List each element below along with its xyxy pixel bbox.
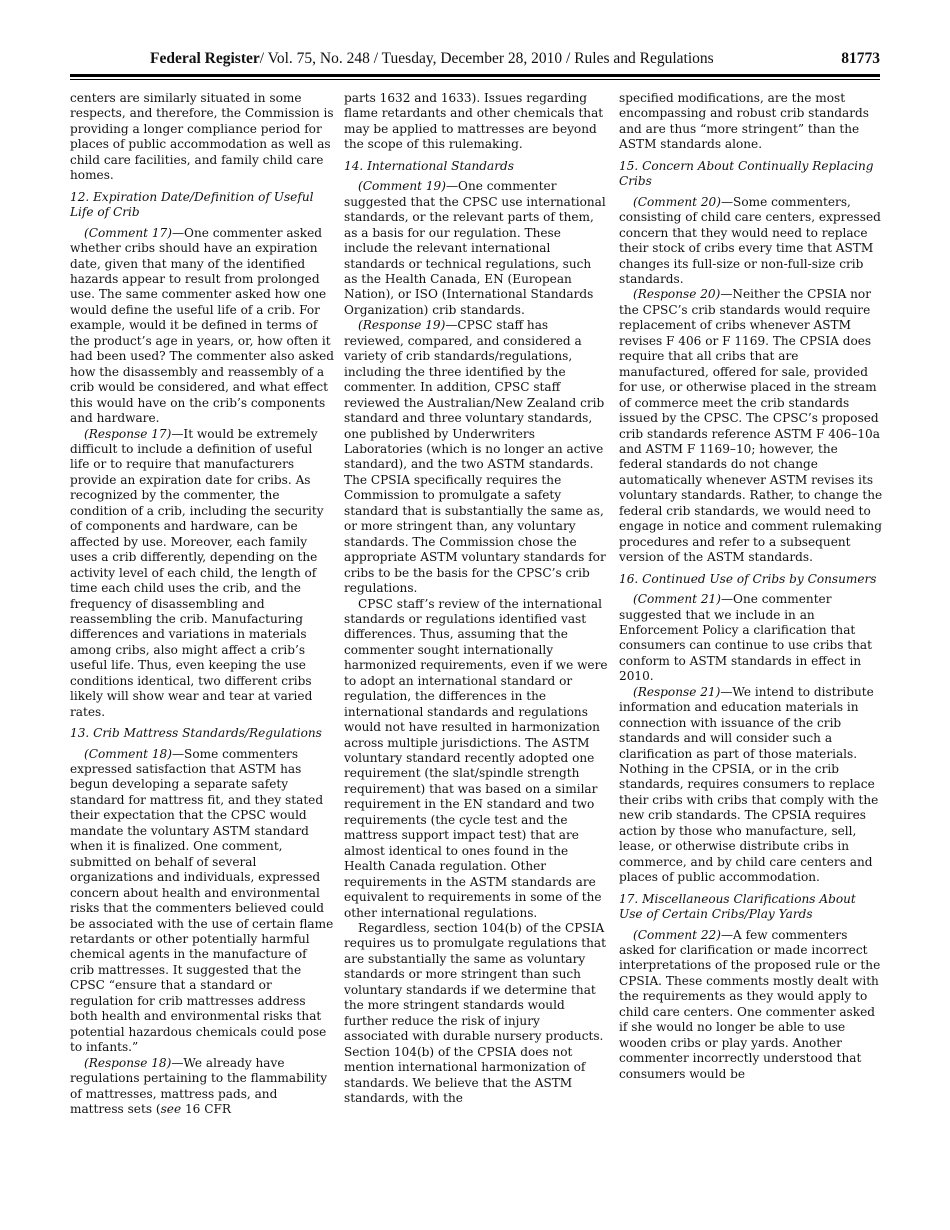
paragraph-continued: centers are similarly situated in some respects, and therefore, the Commission is providing a longer compliance period for places of public accommodation as well as child care facilities, and family child care homes. — [70, 91, 334, 183]
comment-20-text: —Some commenters, consisting of child care centers, expressed concern that they would need to replace their stock of cribs every time that ASTM changes its full-size or non-full-size crib standards. — [619, 194, 881, 286]
column-3 — [619, 91, 883, 1082]
response-19-tag: (Response 19) — [358, 318, 446, 333]
response-19 — [344, 318, 608, 596]
column-2 — [344, 91, 608, 1106]
comment-17-tag: (Comment 17) — [84, 225, 172, 240]
response-17 — [70, 427, 334, 721]
comment-19-tag: (Comment 19) — [358, 179, 446, 194]
comment-20 — [619, 195, 883, 288]
comment-22-text: —A few commenters asked for clarification or made incorrect interpretations of the proposed rule or the CPSIA. These comments mostly dealt with the requirements as they would apply to child care centers. One commenter asked if she would no longer be able to use wooden cribs or play yards. Another commenter incorrectly understood that consumers would be — [619, 927, 881, 1081]
response-21-tag: (Response 21) — [633, 684, 721, 699]
paragraph-staff-review: CPSC staff’s review of the international standards or regulations identified vast differences. Thus, assuming that the commenter sought internationally harmonized requirements, even if we were to adopt an international standard or regulation, the differences in the international standards and regulations would not have resulted in harmonization across multiple jurisdictions. The ASTM voluntary standard recently adopted one requirement (the slat/spindle strength requirement) that was based on a similar requirement in the EN standard and two requirements (the cycle test and the mattress support impact test) that are almost identical to ones found in the Health Canada regulation. Other requirements in the ASTM standards are equivalent to requirements in some of the other international regulations. — [344, 596, 608, 920]
response-20 — [619, 287, 883, 565]
comment-18-text: —Some commenters expressed satisfaction that ASTM has begun developing a separate safety standard for mattress fit, and they stated their expectation that the CPSC would mandate the voluntary ASTM standard when it is finalized. One comment, submitted on behalf of several organizations and individuals, expressed concern about health and environmental risks that the commenters believed could be associated with the use of certain flame retardants or other potentially harmful chemical agents in the manufacture of crib mattresses. It suggested that the CPSC “ensure that a standard or regulation for crib mattresses address both health and environmental risks that potential hazardous chemicals could pose to infants.” — [70, 746, 334, 1055]
response-21-text: —We intend to distribute information and education materials in connection with issuance of the crib standards and will consider such a clarification as part of those materials. Nothing in the CPSIA, or in the crib standards, requires consumers to replace their cribs with cribs that comply with the new crib standards. The CPSIA requires action by those who manufacture, sell, lease, or otherwise distribute cribs in commerce, and by child care centers and places of public accommodation. — [619, 684, 879, 885]
comment-21-text: —One commenter suggested that we include in an Enforcement Policy a clarification that consumers can continue to use cribs that conform to ASTM standards in effect in 2010. — [619, 592, 872, 684]
response-19-text: —CPSC staff has reviewed, compared, and considered a variety of crib standards/regulations, including the three identified by the commenter. In addition, CPSC staff reviewed the Australian/New Zealand crib standard and three voluntary standards, one published by Underwriters Laboratories (which is no longer an active standard), and the two ASTM standards. The CPSIA specifically requires the Commission to promulgate a safety standard that is substantially the same as, or more stringent than, any voluntary standards. The Commission chose the appropriate ASTM voluntary standards for cribs to be the basis for the CPSC’s crib regulations. — [344, 318, 606, 596]
comment-17-text: —One commenter asked whether cribs should have an expiration date, given that many of the identified hazards appear to result from prolonged use. The same commenter asked how one would define the useful life of a crib. For example, would it be defined in terms of the product’s age in years, or, how often it had been used? The commenter also asked how the disassembly and reassembly of a crib would be considered, and what effect this would have on the crib’s components and hardware. — [70, 225, 334, 426]
comment-18 — [70, 747, 334, 1056]
response-18-end: 16 CFR — [181, 1102, 231, 1116]
issue-citation: / Vol. 75, No. 248 / Tuesday, December 28, 2010 / Rules and Regulations — [259, 50, 714, 67]
see-reference: see — [160, 1102, 182, 1116]
comment-19-text: —One commenter suggested that the CPSC use international standards, or the relevant parts of them, as a basis for our regulation. These include the relevant international standards or technical regulations, such as the Health Canada, EN (European Nation), or ISO (International Standards Organization) crib standards. — [344, 179, 606, 317]
section-heading-17: 17. Miscellaneous Clarifications About Use of Certain Cribs/Play Yards — [619, 891, 856, 922]
page-header — [70, 50, 880, 72]
column-1 — [70, 91, 334, 1117]
paragraph-continued: parts 1632 and 1633). Issues regarding flame retardants and other chemicals that may be applied to mattresses are beyond the scope of this rulemaking. — [344, 91, 604, 152]
response-21 — [619, 685, 883, 886]
response-20-tag: (Response 20) — [633, 287, 721, 302]
page-number: 81773 — [841, 50, 880, 67]
comment-21 — [619, 592, 883, 685]
comment-22-tag: (Comment 22) — [633, 927, 721, 942]
response-17-text: —It would be extremely difficult to include a definition of useful life or to require that manufacturers provide an expiration date for cribs. As recognized by the commenter, the condition of a crib, including the security of components and hardware, can be affected by use. Moreover, each family uses a crib differently, depending on the activity level of each child, the length of time each child uses the crib, and the frequency of disassembling and reassembling the crib. Manufacturing differences and variations in materials among cribs, also might affect a crib’s useful life. Thus, even keeping the use conditions identical, two different cribs likely will show wear and tear at varied rates. — [70, 426, 324, 719]
comment-17 — [70, 226, 334, 427]
comment-19 — [344, 179, 608, 318]
comment-18-tag: (Comment 18) — [84, 746, 172, 761]
section-heading-12: 12. Expiration Date/Definition of Useful Life of Crib — [70, 189, 314, 220]
journal-title: Federal Register — [150, 50, 260, 67]
paragraph-continued: specified modifications, are the most encompassing and robust crib standards and are thus “more stringent” than the ASTM standards alone. — [619, 91, 869, 152]
header-citation-line — [150, 50, 714, 68]
response-18 — [70, 1056, 334, 1118]
comment-22 — [619, 928, 883, 1083]
header-rule-thick — [70, 74, 880, 77]
response-17-tag: (Response 17) — [84, 426, 172, 441]
paragraph-regardless: Regardless, section 104(b) of the CPSIA requires us to promulgate regulations that are substantially the same as voluntary standards or more stringent than such voluntary standards if we determine that the more stringent standards would further reduce the risk of injury associated with durable nursery products. Section 104(b) of the CPSIA does not mention international harmonization of standards. We believe that the ASTM standards, with the — [344, 921, 607, 1105]
section-heading-15: 15. Concern About Continually Replacing Cribs — [619, 158, 874, 189]
response-18-tag: (Response 18) — [84, 1055, 172, 1070]
response-20-text: —Neither the CPSIA nor the CPSC’s crib standards would require replacement of cribs whenever ASTM revises F 406 or F 1169. The CPSIA does require that all cribs that are manufactured, offered for sale, provided for use, or otherwise placed in the stream of commerce meet the crib standards issued by the CPSC. The CPSC’s proposed crib standards reference ASTM F 406–10a and ASTM F 1169–10; however, the federal standards do not change automatically whenever ASTM revises its voluntary standards. Rather, to change the federal crib standards, we would need to engage in notice and comment rulemaking procedures and refer to a subsequent version of the ASTM standards. — [619, 287, 883, 565]
response-18-text: —We already have regulations pertaining to the flammability of mattresses, mattress pads, and mattress sets ( — [70, 1055, 328, 1116]
section-heading-16: 16. Continued Use of Cribs by Consumers — [619, 571, 877, 586]
section-heading-13: 13. Crib Mattress Standards/Regulations — [70, 726, 322, 741]
section-heading-14: 14. International Standards — [344, 158, 514, 173]
comment-20-tag: (Comment 20) — [633, 194, 721, 209]
comment-21-tag: (Comment 21) — [633, 592, 721, 607]
header-rule-thin — [70, 79, 880, 80]
